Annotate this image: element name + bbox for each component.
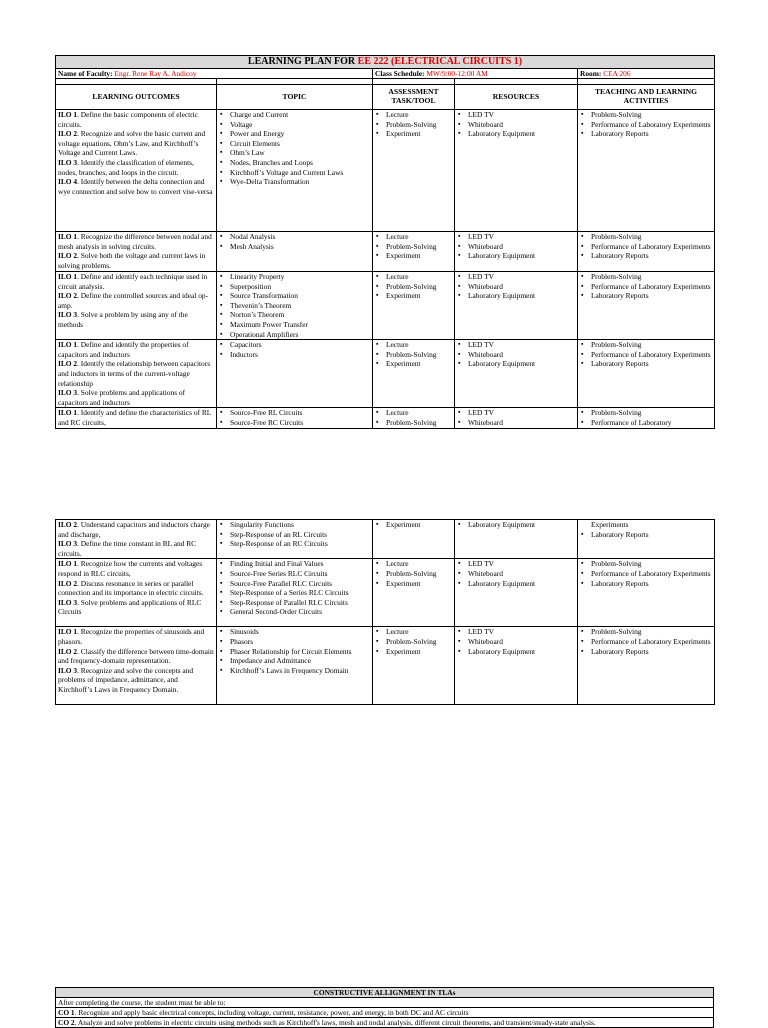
activity-item: ▪ Problem-Solving — [580, 272, 712, 282]
ilo-tag: ILO 2 — [58, 646, 78, 656]
activities-cell — [578, 272, 715, 340]
ilo-item — [58, 310, 214, 329]
ilo-tag: ILO 2 — [58, 359, 78, 369]
learning-outcomes-cell — [56, 408, 217, 428]
assessment-cell — [373, 340, 455, 408]
ilo-text: . Discuss resonance in series or parallel connection and its importance in electric circuits. — [58, 578, 204, 598]
assessment-item-list — [375, 232, 452, 261]
resources-cell — [455, 232, 578, 272]
assessment-item: ▪ Lecture — [375, 272, 452, 282]
course-outcome-2 — [56, 1018, 714, 1028]
activities-cell — [578, 627, 715, 705]
assessment-item: ▪ Problem-Solving — [375, 350, 452, 360]
topic-item: ▪ Maximum Power Transfer — [219, 320, 370, 330]
plan-row — [56, 559, 715, 627]
ilo-tag: ILO 1 — [58, 627, 78, 637]
ilo-text: . Identify and define the characteristics of RL and RC circuits, — [58, 408, 212, 427]
ilo-item — [58, 359, 214, 388]
ilo-item — [58, 251, 214, 270]
ilo-tag: ILO 2 — [58, 520, 78, 529]
room-value: CEA 206 — [603, 69, 631, 78]
learning-outcomes-cell — [56, 110, 217, 232]
topic-cell — [217, 110, 373, 232]
ilo-tag: ILO 1 — [58, 232, 78, 241]
room-label: Room: — [580, 69, 602, 78]
learning-outcomes-cell — [56, 272, 217, 340]
resource-item-list — [457, 559, 575, 588]
activity-item: ▪ Laboratory Reports — [580, 291, 712, 301]
resource-item: ▪ Laboratory Equipment — [457, 291, 575, 301]
course-title: EE 222 (ELECTRICAL CIRCUITS 1) — [357, 56, 523, 67]
ilo-item — [58, 158, 214, 177]
plan-title-prefix: LEARNING PLAN FOR — [247, 56, 358, 67]
ilo-text: . Define the time constant in RL and RC circuits. — [58, 539, 197, 558]
plan-row — [56, 110, 715, 232]
topic-item: ▪ Circuit Elements — [219, 139, 370, 149]
ilo-tag: ILO 4 — [58, 177, 78, 187]
ilo-tag: ILO 1 — [58, 340, 78, 350]
topic-item: ▪ Kirchhoff’s Laws in Frequency Domain — [219, 666, 370, 676]
plan-row — [56, 340, 715, 408]
assessment-item-list — [375, 340, 452, 369]
ilo-text: . Solve problems and applications of RLC Circuits — [58, 597, 202, 617]
ilo-tag: ILO 1 — [58, 110, 78, 119]
alignment-title: CONSTRUCTIVE ALLIGNMENT IN TLAs — [56, 988, 714, 998]
ilo-tag: ILO 3 — [58, 310, 78, 320]
assessment-cell — [373, 272, 455, 340]
resource-item: ▪ LED TV — [457, 232, 575, 242]
topic-item: ▪ Source-Free RL Circuits — [219, 408, 370, 418]
topic-cell — [217, 520, 373, 559]
ilo-text: . Identify the relationship between capacitors and inductors in terms of the current-voltage relationship — [58, 359, 211, 388]
resource-item: ▪ Laboratory Equipment — [457, 520, 575, 530]
assessment-item: ▪ Lecture — [375, 340, 452, 350]
ilo-text: . Recognize and solve the basic current and voltage equations, Ohm’s Law, and Kirchhoff’s Voltage and Current Laws. — [58, 129, 206, 158]
ilo-text: . Solve a problem by using any of the methods — [58, 310, 188, 329]
topic-item: ▪ Voltage — [219, 120, 370, 130]
assessment-item-list — [375, 627, 452, 656]
ilo-tag: ILO 3 — [58, 157, 78, 167]
activities-cell — [578, 340, 715, 408]
topic-item: ▪ Charge and Current — [219, 110, 370, 120]
topic-item: ▪ Linearity Property — [219, 272, 370, 282]
resource-item: ▪ Whiteboard — [457, 418, 575, 428]
activity-item-list — [580, 110, 712, 139]
resources-cell — [455, 272, 578, 340]
topic-item: ▪ Singularity Functions — [219, 520, 370, 530]
assessment-item: ▪ Problem-Solving — [375, 242, 452, 252]
ilo-text: . Recognize how the currents and voltages respond in RLC circuits, — [58, 559, 203, 578]
assessment-cell — [373, 520, 455, 559]
resources-cell — [455, 627, 578, 705]
schedule-value: MW/9:00-12:00 AM — [426, 69, 488, 78]
assessment-item: ▪ Problem-Solving — [375, 120, 452, 130]
co1-text: . Recognize and apply basic electrical concepts, including voltage, current, resistance, power, and energy, in both DC and AC circuits — [74, 1008, 469, 1017]
assessment-item-list — [375, 559, 452, 588]
resource-item: ▪ Laboratory Equipment — [457, 647, 575, 657]
assessment-item: ▪ Experiment — [375, 520, 452, 530]
ilo-item — [58, 340, 214, 359]
assessment-item: ▪ Experiment — [375, 579, 452, 589]
resources-cell — [455, 520, 578, 559]
plan-row — [56, 520, 715, 559]
resource-item: ▪ Whiteboard — [457, 282, 575, 292]
plan-row — [56, 272, 715, 340]
plan-row — [56, 408, 715, 428]
assessment-item: ▪ Problem-Solving — [375, 418, 452, 428]
plan-row — [56, 232, 715, 272]
ilo-item — [58, 559, 214, 578]
topic-item: ▪ Phasors — [219, 637, 370, 647]
resource-item: ▪ Laboratory Equipment — [457, 251, 575, 261]
ilo-text: . Solve problems and applications of capacitors and inductors — [58, 388, 186, 407]
ilo-item — [58, 110, 214, 129]
topic-item: ▪ Mesh Analysis — [219, 242, 370, 252]
ilo-tag: ILO 2 — [58, 251, 78, 261]
resources-cell — [455, 340, 578, 408]
room-cell — [578, 69, 715, 79]
activity-item-list — [580, 530, 712, 540]
learning-outcomes-cell — [56, 520, 217, 559]
activity-item-list — [580, 408, 712, 427]
alignment-table — [55, 987, 714, 1028]
info-row — [56, 69, 715, 79]
assessment-cell — [373, 232, 455, 272]
learning-plan-table-continued — [55, 519, 715, 705]
ilo-text: . Identify between the delta connection and wye connection and solve how to convert vise-versa — [58, 177, 213, 196]
resource-item: ▪ LED TV — [457, 340, 575, 350]
learning-outcomes-cell — [56, 340, 217, 408]
plan-title-row — [56, 56, 715, 69]
plan-row — [56, 627, 715, 705]
topic-item: ▪ Capacitors — [219, 340, 370, 350]
ilo-tag: ILO 1 — [58, 559, 78, 569]
assessment-item: ▪ Problem-Solving — [375, 282, 452, 292]
learning-plan-table — [55, 55, 715, 429]
assessment-item: ▪ Experiment — [375, 291, 452, 301]
ilo-text: . Understand capacitors and inductors charge and discharge, — [58, 520, 210, 539]
alignment-title-row — [56, 988, 714, 998]
topic-item: ▪ Nodes, Branches and Loops — [219, 158, 370, 168]
ilo-item — [58, 520, 214, 539]
ilo-item — [58, 598, 214, 617]
resource-item: ▪ Whiteboard — [457, 120, 575, 130]
topic-item: ▪ Source-Free Series RLC Circuits — [219, 569, 370, 579]
activities-cell — [578, 520, 715, 559]
ilo-text: . Define and identify each technique used in circuit analysis. — [58, 272, 208, 291]
resource-item-list — [457, 408, 575, 427]
activity-item: ▪ Performance of Laboratory Experiments — [580, 120, 712, 130]
resource-item: ▪ Whiteboard — [457, 242, 575, 252]
faculty-label: Name of Faculty: — [58, 69, 113, 78]
topic-cell — [217, 340, 373, 408]
activity-item: ▪ Problem-Solving — [580, 627, 712, 637]
topic-item: ▪ Finding Initial and Final Values — [219, 559, 370, 569]
resource-item-list — [457, 627, 575, 656]
assessment-item: ▪ Lecture — [375, 110, 452, 120]
resource-item: ▪ Laboratory Equipment — [457, 579, 575, 589]
topic-item: ▪ Source Transformation — [219, 291, 370, 301]
co2-text: . Analyze and solve problems in electric circuits using methods such as Kirchhoff's laws, mesh and nodal analysis, different circuit theorems, and transient/steady-state analysis. — [74, 1018, 596, 1027]
ilo-item — [58, 232, 214, 251]
resource-item: ▪ Laboratory Equipment — [457, 359, 575, 369]
assessment-item: ▪ Lecture — [375, 627, 452, 637]
assessment-item-list — [375, 520, 452, 530]
activity-item-list — [580, 627, 712, 656]
resource-item: ▪ LED TV — [457, 408, 575, 418]
plan-rows — [56, 110, 715, 429]
schedule-label: Class Schedule: — [375, 69, 425, 78]
co2-tag: CO 2 — [58, 1018, 75, 1027]
topic-item: ▪ Norton’s Theorem — [219, 310, 370, 320]
assessment-item-list — [375, 408, 452, 427]
activity-item: ▪ Laboratory Reports — [580, 530, 712, 540]
ilo-tag: ILO 2 — [58, 291, 78, 301]
topic-item-list — [219, 408, 370, 427]
resources-cell — [455, 408, 578, 428]
activity-item: ▪ Problem-Solving — [580, 110, 712, 120]
assessment-item-list — [375, 272, 452, 301]
assessment-item: ▪ Problem-Solving — [375, 637, 452, 647]
header-assessment: ASSESSMENT TASK/TOOL — [373, 85, 455, 110]
topic-item: ▪ Superposition — [219, 282, 370, 292]
activity-item-list — [580, 272, 712, 301]
topic-cell — [217, 408, 373, 428]
topic-item-list — [219, 520, 370, 549]
topic-item: ▪ Nodal Analysis — [219, 232, 370, 242]
header-activities: TEACHING AND LEARNING ACTIVITIES — [578, 85, 715, 110]
faculty-cell — [56, 69, 373, 79]
header-resources: RESOURCES — [455, 85, 578, 110]
ilo-item — [58, 291, 214, 310]
topic-item: ▪ Phasor Relationship for Circuit Elements — [219, 647, 370, 657]
resource-item: ▪ LED TV — [457, 559, 575, 569]
resource-item-list — [457, 520, 575, 530]
activities-cell — [578, 408, 715, 428]
learning-outcomes-cell — [56, 232, 217, 272]
topic-item-list — [219, 110, 370, 187]
activity-item: ▪ Problem-Solving — [580, 232, 712, 242]
ilo-tag: ILO 2 — [58, 129, 78, 139]
resource-item: ▪ Whiteboard — [457, 637, 575, 647]
topic-item: ▪ Kirchhoff’s Voltage and Current Laws — [219, 168, 370, 178]
ilo-item — [58, 627, 214, 646]
ilo-text: . Recognize the difference between nodal and mesh analysis in solving circuits. — [58, 232, 212, 251]
topic-item: ▪ General Second-Order Circuits — [219, 607, 370, 617]
topic-item-list — [219, 272, 370, 339]
ilo-tag: ILO 3 — [58, 539, 78, 549]
activity-item: ▪ Problem-Solving — [580, 340, 712, 350]
activity-item: ▪ Laboratory Reports — [580, 579, 712, 589]
activity-item: ▪ Laboratory Reports — [580, 129, 712, 139]
resource-item: ▪ Whiteboard — [457, 350, 575, 360]
activity-continued: Experiments — [591, 520, 629, 529]
topic-item: ▪ Step-Response of an RL Circuits — [219, 530, 370, 540]
resource-item: ▪ LED TV — [457, 272, 575, 282]
ilo-tag: ILO 3 — [58, 388, 78, 398]
activity-item: ▪ Problem-Solving — [580, 559, 712, 569]
resources-cell — [455, 110, 578, 232]
ilo-item — [58, 177, 214, 196]
topic-item: ▪ Thevenin’s Theorem — [219, 301, 370, 311]
topic-item-list — [219, 627, 370, 675]
ilo-tag: ILO 1 — [58, 272, 78, 281]
learning-outcomes-cell — [56, 627, 217, 705]
ilo-item — [58, 539, 214, 558]
ilo-item — [58, 408, 214, 427]
topic-item: ▪ Source-Free RC Circuits — [219, 418, 370, 428]
activity-item: ▪ Laboratory Reports — [580, 647, 712, 657]
ilo-text: . Solve both the voltage and current laws in solving problems. — [58, 251, 206, 270]
ilo-item — [58, 129, 214, 158]
activity-item-list — [580, 559, 712, 588]
resource-item-list — [457, 272, 575, 301]
ilo-tag: ILO 3 — [58, 665, 78, 675]
assessment-item: ▪ Lecture — [375, 232, 452, 242]
plan-rows-continued — [56, 520, 715, 705]
assessment-item: ▪ Lecture — [375, 408, 452, 418]
activity-item: ▪ Performance of Laboratory Experiments — [580, 242, 712, 252]
activity-item: ▪ Problem-Solving — [580, 408, 712, 418]
ilo-item — [58, 272, 214, 291]
activity-item: ▪ Performance of Laboratory Experiments — [580, 569, 712, 579]
ilo-item — [58, 647, 214, 666]
ilo-tag: ILO 3 — [58, 597, 78, 607]
header-row — [56, 85, 715, 110]
alignment-intro: After completing the course, the student must be able to: — [56, 998, 714, 1008]
topic-item-list — [219, 232, 370, 251]
ilo-text: . Recognize the properties of sinusoids and phasors. — [58, 627, 205, 646]
activity-item: ▪ Performance of Laboratory Experiments — [580, 350, 712, 360]
resource-item-list — [457, 232, 575, 261]
learning-outcomes-cell — [56, 559, 217, 627]
resources-cell — [455, 559, 578, 627]
assessment-item: ▪ Problem-Solving — [375, 569, 452, 579]
ilo-tag: ILO 1 — [58, 408, 78, 418]
ilo-text: . Identify the classification of elements, nodes, branches, and loops in the circuit. — [58, 157, 194, 177]
topic-item: ▪ Step-Response of Parallel RLC Circuits — [219, 598, 370, 608]
topic-cell — [217, 559, 373, 627]
activity-item: ▪ Performance of Laboratory — [580, 418, 712, 428]
course-outcome-1 — [56, 1008, 714, 1018]
assessment-item-list — [375, 110, 452, 139]
topic-item-list — [219, 559, 370, 617]
activities-cell — [578, 110, 715, 232]
activities-cell — [578, 232, 715, 272]
resource-item: ▪ Laboratory Equipment — [457, 129, 575, 139]
plan-title — [56, 56, 715, 69]
ilo-item — [58, 666, 214, 695]
assessment-item: ▪ Experiment — [375, 647, 452, 657]
ilo-text: . Define the controlled sources and ideal op-amp. — [58, 291, 209, 310]
assessment-item: ▪ Experiment — [375, 129, 452, 139]
assessment-cell — [373, 408, 455, 428]
topic-item: ▪ Power and Energy — [219, 129, 370, 139]
header-outcomes: LEARNING OUTCOMES — [56, 85, 217, 110]
resource-item-list — [457, 340, 575, 369]
topic-item: ▪ Step-Response of an RC Circuits — [219, 539, 370, 549]
ilo-tag: ILO 2 — [58, 578, 78, 588]
topic-cell — [217, 232, 373, 272]
topic-item: ▪ Impedance and Admittance — [219, 656, 370, 666]
assessment-cell — [373, 110, 455, 232]
topic-item: ▪ Step-Response of a Series RLC Circuits — [219, 588, 370, 598]
topic-item: ▪ Wye-Delta Transformation — [219, 177, 370, 187]
co1-tag: CO 1 — [58, 1008, 75, 1017]
ilo-text: . Define and identify the properties of capacitors and inductors — [58, 340, 189, 359]
resource-item: ▪ LED TV — [457, 627, 575, 637]
schedule-cell — [373, 69, 578, 79]
activity-item: ▪ Performance of Laboratory Experiments — [580, 637, 712, 647]
resource-item: ▪ LED TV — [457, 110, 575, 120]
assessment-item: ▪ Experiment — [375, 251, 452, 261]
topic-item: ▪ Sinusoids — [219, 627, 370, 637]
topic-item: ▪ Operational Amplifiers — [219, 330, 370, 340]
topic-item: ▪ Inductors — [219, 350, 370, 360]
resource-item-list — [457, 110, 575, 139]
activity-item-list — [580, 232, 712, 261]
header-topic: TOPIC — [217, 85, 373, 110]
ilo-item — [58, 388, 214, 407]
assessment-item: ▪ Lecture — [375, 559, 452, 569]
ilo-item — [58, 579, 214, 598]
faculty-value: Engr. Rene Ray A. Andicoy — [114, 69, 197, 78]
topic-cell — [217, 627, 373, 705]
topic-item: ▪ Source-Free Parallel RLC Circuits — [219, 579, 370, 589]
activity-item: ▪ Performance of Laboratory Experiments — [580, 282, 712, 292]
resource-item: ▪ Whiteboard — [457, 569, 575, 579]
assessment-item: ▪ Experiment — [375, 359, 452, 369]
assessment-cell — [373, 627, 455, 705]
topic-item: ▪ Ohm’s Law — [219, 148, 370, 158]
ilo-text: . Classify the difference between time-domain and frequency-domain representation. — [58, 646, 214, 666]
activity-item: ▪ Laboratory Reports — [580, 251, 712, 261]
activity-item-list — [580, 340, 712, 369]
ilo-text: . Recognize and solve the concepts and problems of impedance, admittance, and Kirchhoff’s Laws in Frequency Domain. — [58, 665, 194, 694]
topic-cell — [217, 272, 373, 340]
activities-cell — [578, 559, 715, 627]
activity-item: ▪ Laboratory Reports — [580, 359, 712, 369]
ilo-text: . Define the basic components of electric circuits. — [58, 110, 198, 129]
topic-item-list — [219, 340, 370, 359]
assessment-cell — [373, 559, 455, 627]
